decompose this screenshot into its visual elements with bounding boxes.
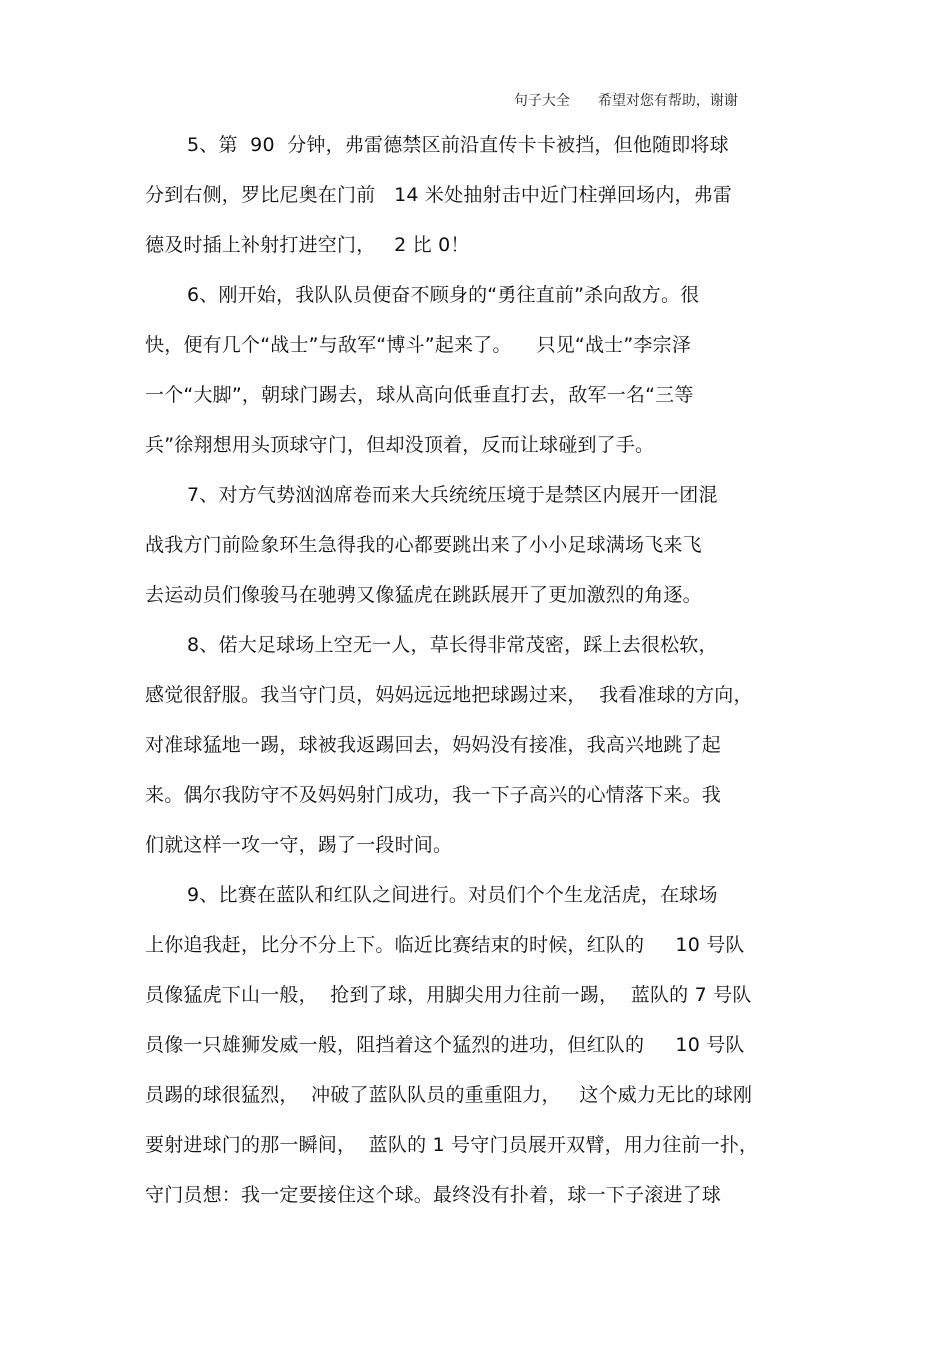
text-line: 去运动员们像骏马在驰骋又像猛虎在跳跃展开了更加激烈的角逐。 xyxy=(145,584,702,606)
text-line: 要射进球门的那一瞬间， 蓝队的 1 号守门员展开双臂，用力往前一扑， xyxy=(145,1134,759,1156)
text-line: 战我方门前险象环生急得我的心都要跳出来了小小足球满场飞来飞 xyxy=(145,534,702,556)
paragraph xyxy=(145,470,815,620)
text-line: 对准球猛地一踢，球被我返踢回去，妈妈没有接准，我高兴地跳了起 xyxy=(145,734,722,756)
text-line: 分到右侧，罗比尼奥在门前 14 米处抽射击中近门柱弹回场内，弗雷 xyxy=(145,184,733,206)
text-line: 快，便有几个“战士”与敌军“博斗”起来了。 只见“战士”李宗泽 xyxy=(145,334,692,356)
header-left-text: 句子大全 xyxy=(513,93,570,109)
text-line: 上你追我赶，比分不分上下。临近比赛结束的时候，红队的 10 号队 xyxy=(145,934,745,956)
text-line: 员像一只雄狮发威一般，阻挡着这个猛烈的进功，但红队的 10 号队 xyxy=(145,1034,745,1056)
text-line: 5、第 90 分钟，弗雷德禁区前沿直传卡卡被挡，但他随即将球 xyxy=(187,134,729,156)
paragraph xyxy=(145,620,815,870)
page-header xyxy=(505,74,738,110)
text-line: 兵”徐翔想用头顶球守门，但却没顶着，反而让球碰到了手。 xyxy=(145,434,655,456)
text-line: 来。偶尔我防守不及妈妈射门成功，我一下子高兴的心情落下来。我 xyxy=(145,784,722,806)
paragraph xyxy=(145,270,815,470)
text-line: 们就这样一攻一守，踢了一段时间。 xyxy=(145,834,453,856)
header-right-text: 希望对您有帮助，谢谢 xyxy=(597,93,738,109)
text-line: 6、刚开始，我队队员便奋不顾身的“勇往直前”杀向敌方。很 xyxy=(187,284,700,306)
text-line: 9、比赛在蓝队和红队之间进行。对员们个个生龙活虎，在球场 xyxy=(187,884,718,906)
text-line: 8、偌大足球场上空无一人，草长得非常茂密，踩上去很松软， xyxy=(187,634,718,656)
text-line: 一个“大脚”，朝球门踢去，球从高向低垂直打去，敌军一名“三等 xyxy=(145,384,694,406)
text-line: 员像猛虎下山一般， 抢到了球，用脚尖用力往前一踢， 蓝队的 7 号队 xyxy=(145,984,752,1006)
document-body xyxy=(145,120,815,1220)
text-line: 德及时插上补射打进空门， 2 比 0！ xyxy=(145,234,470,256)
text-line: 员踢的球很猛烈， 冲破了蓝队队员的重重阻力， 这个威力无比的球刚 xyxy=(145,1084,753,1106)
paragraph xyxy=(145,120,815,270)
paragraph xyxy=(145,870,815,1220)
text-line: 感觉很舒服。我当守门员，妈妈远远地把球踢过来， 我看准球的方向， xyxy=(145,684,753,706)
text-line: 7、对方气势汹汹席卷而来大兵统统压境于是禁区内展开一团混 xyxy=(187,484,718,506)
text-line: 守门员想：我一定要接住这个球。最终没有扑着，球一下子滚进了球 xyxy=(145,1184,722,1206)
